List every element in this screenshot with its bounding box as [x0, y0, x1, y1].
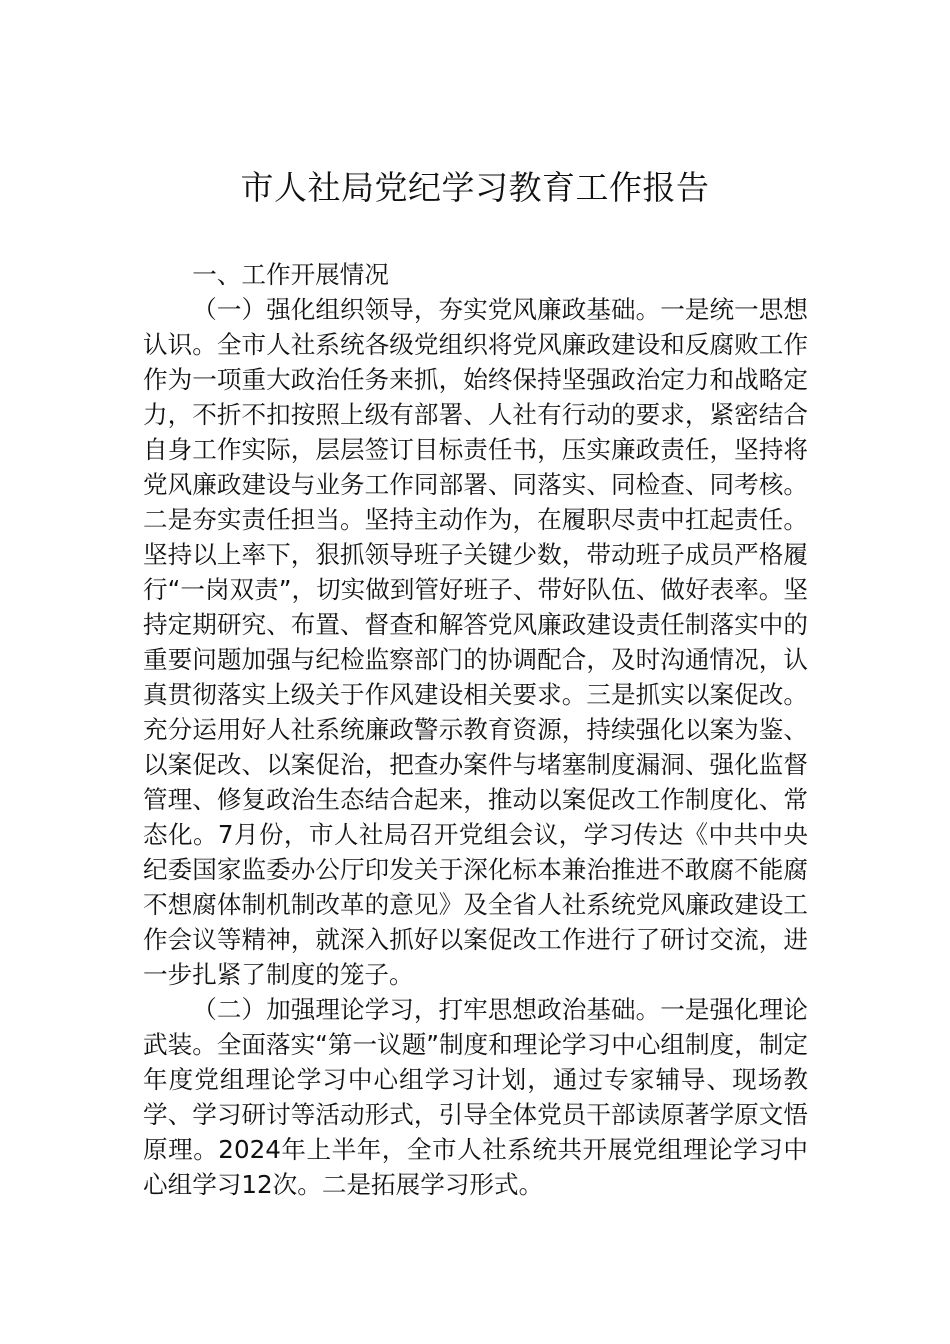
paragraph-2: （二）加强理论学习，打牢思想政治基础。一是强化理论武装。全面落实“第一议题”制度和理论学习中心组制度，制定年度党组理论学习中心组学习计划，通过专家辅导、现场教学、学习研讨等活动形式，引导全体党员干部读原著学原文悟原理。2024年上半年，全市人社系统共开展党组理论学习中心组学习12次。二是拓展学习形式。: [143, 995, 808, 1199]
section-heading: 一、工作开展情况: [192, 260, 389, 289]
paragraph-1: （一）强化组织领导，夯实党风廉政基础。一是统一思想认识。全市人社系统各级党组织将党风廉政建设和反腐败工作作为一项重大政治任务来抓，始终保持坚强政治定力和战略定力，不折不扣按照上级有部署、人社有行动的要求，紧密结合自身工作实际，层层签订目标责任书，压实廉政责任，坚持将党风廉政建设与业务工作同部署、同落实、同检查、同考核。二是夯实责任担当。坚持主动作为，在履职尽责中扛起责任。坚持以上率下，狠抓领导班子关键少数，带动班子成员严格履行“一岗双责”，切实做到管好班子、带好队伍、做好表率。坚持定期研究、布置、督查和解答党风廉政建设责任制落实中的重要问题加强与纪检监察部门的协调配合，及时沟通情况，认真贯彻落实上级关于作风建设相关要求。三是抓实以案促改。充分运用好人社系统廉政警示教育资源，持续强化以案为鉴、以案促改、以案促治，把查办案件与堵塞制度漏洞、强化监督管理、修复政治生态结合起来，推动以案促改工作制度化、常态化。7月份，市人社局召开党组会议，学习传达《中共中央纪委国家监委办公厅印发关于深化标本兼治推进不敢腐不能腐不想腐体制机制改革的意见》及全省人社系统党风廉政建设工作会议等精神，就深入抓好以案促改工作进行了研讨交流，进一步扎紧了制度的笼子。: [143, 295, 808, 989]
document-body: [143, 257, 808, 1202]
document-title: 市人社局党纪学习教育工作报告: [240, 168, 710, 207]
